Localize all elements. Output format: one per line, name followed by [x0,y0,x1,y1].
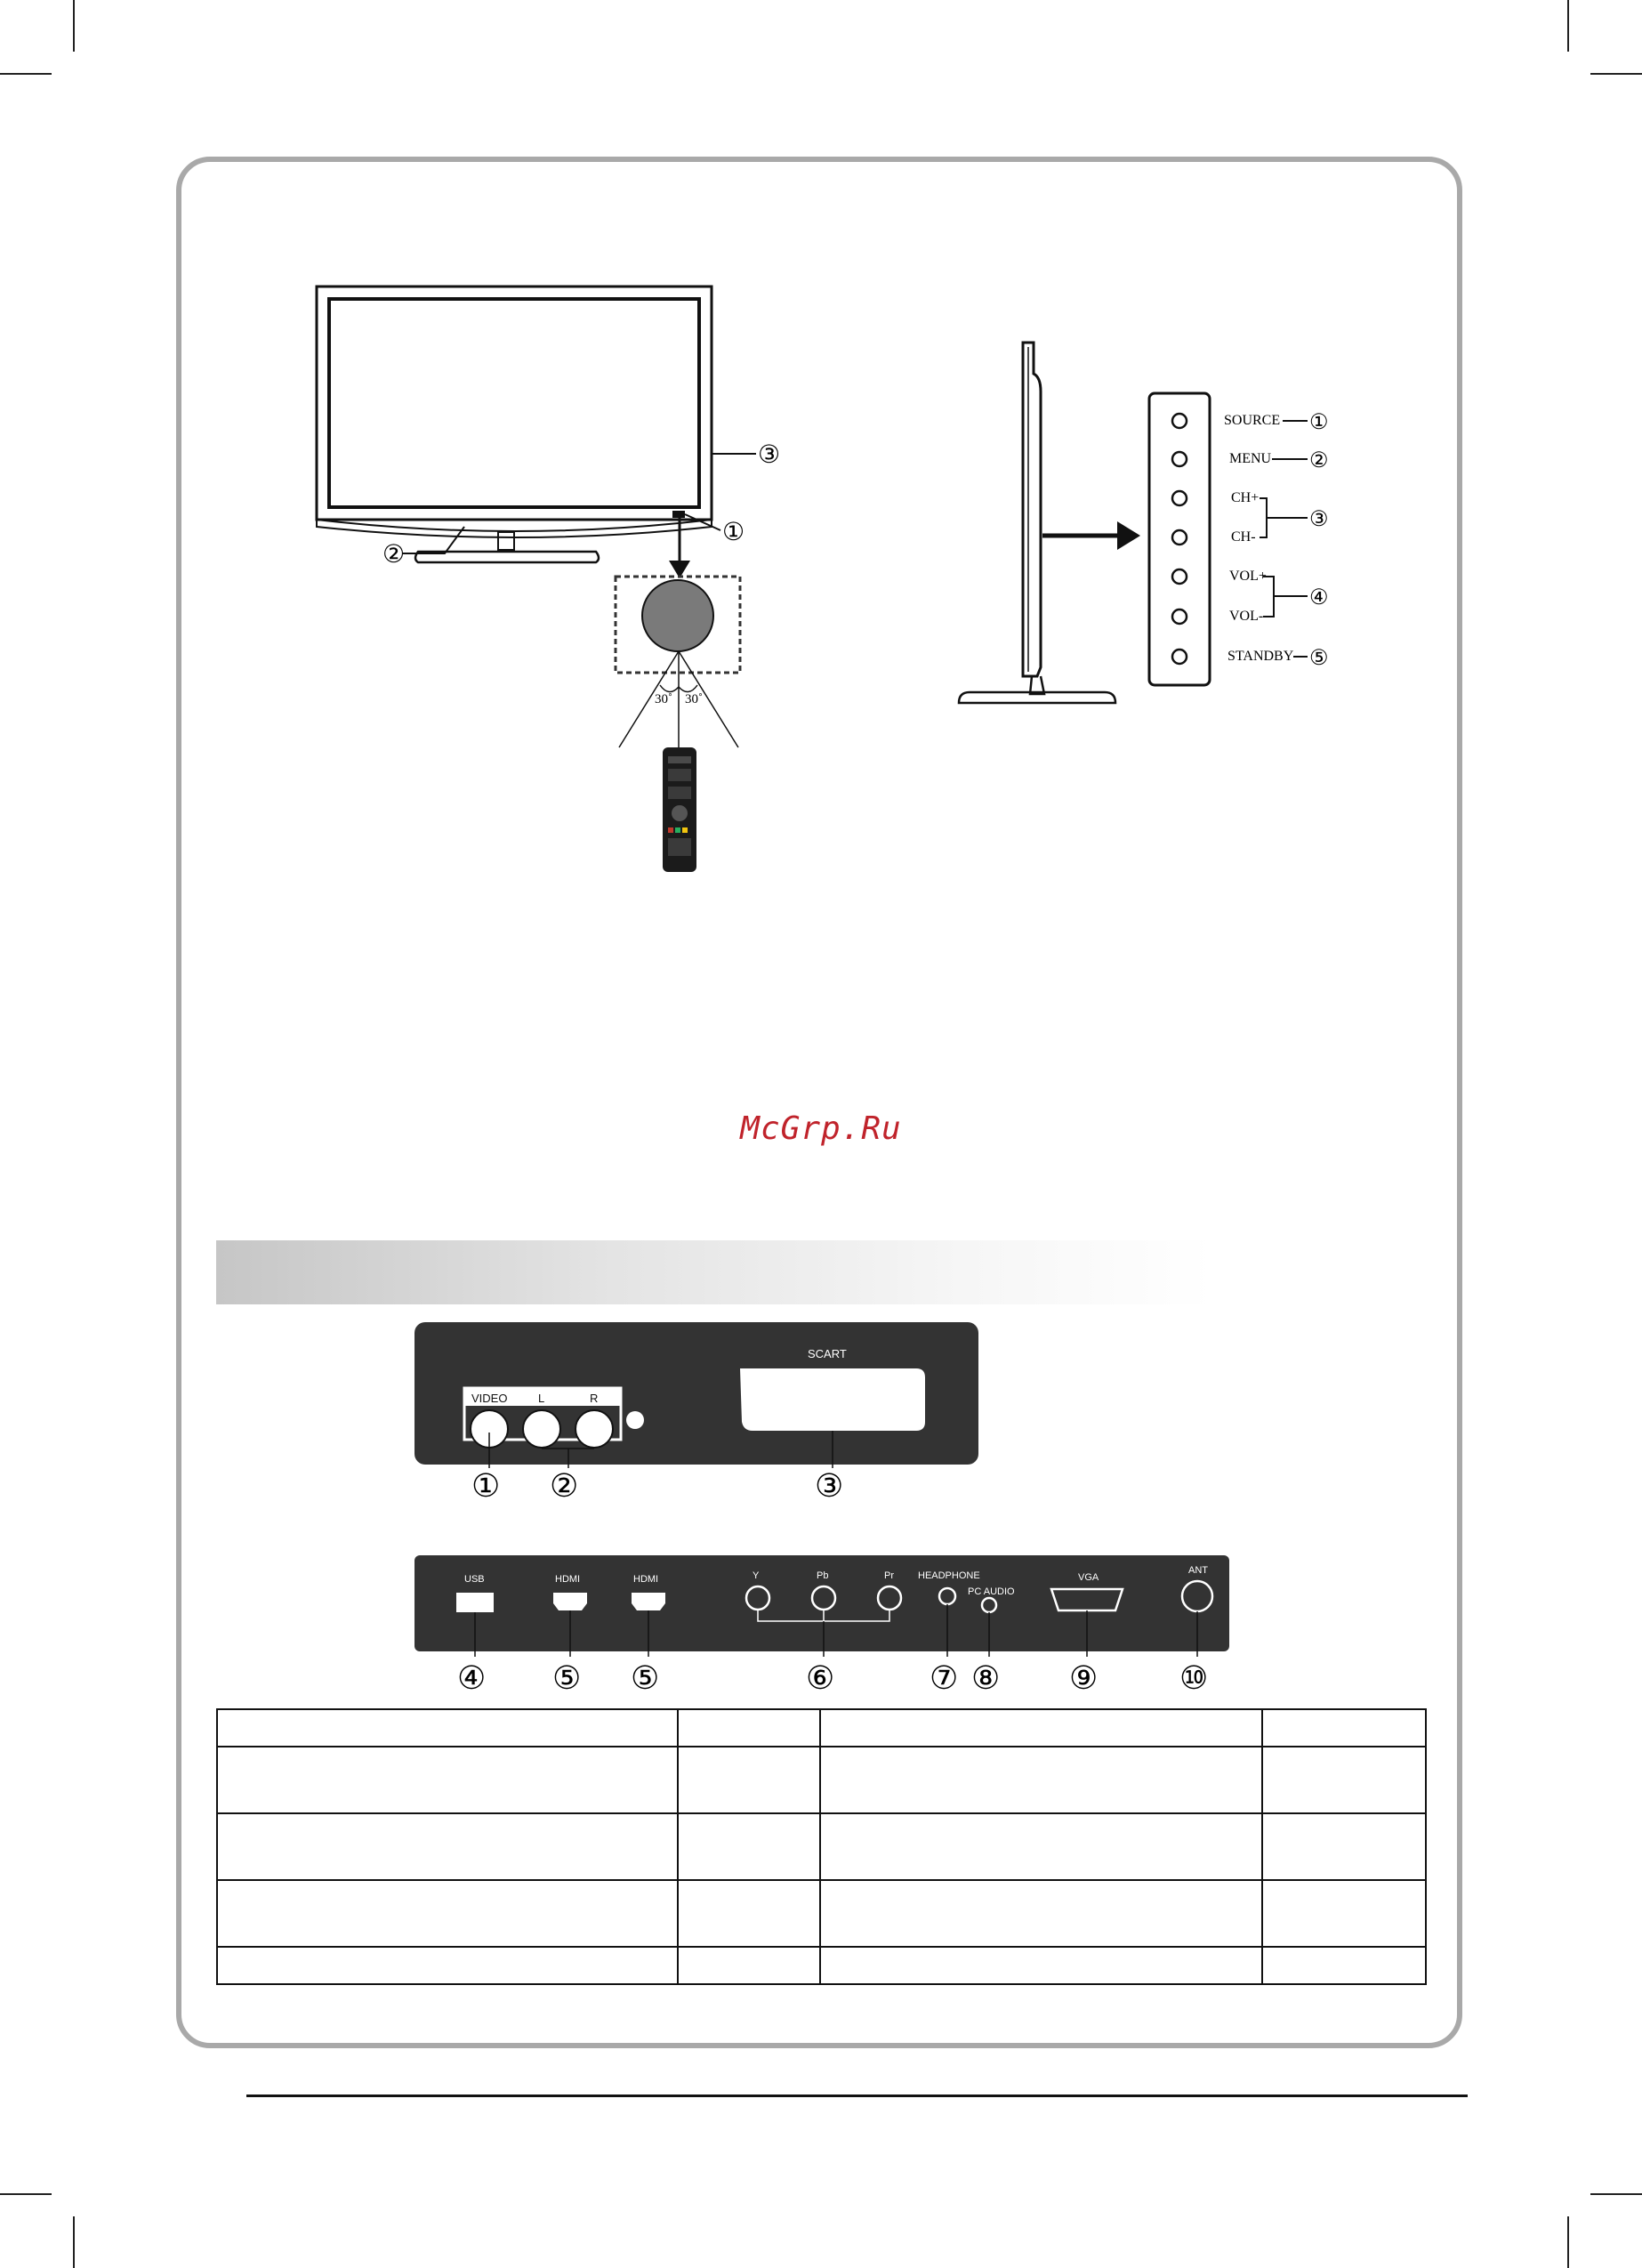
vol-minus-button-icon [1172,609,1187,624]
remote-control-image [663,747,696,872]
source-button-icon [1172,414,1187,428]
table-row [217,1709,1426,1747]
menu-label: MENU [1229,451,1272,466]
callout-4: ④ [457,1659,487,1696]
pb-label: Pb [817,1570,829,1581]
ch-plus-button-icon [1172,491,1187,505]
crop-mark [1567,2216,1569,2268]
ch-minus-label: CH- [1231,529,1256,545]
r-label: R [590,1392,599,1405]
table-cell [1262,1813,1426,1880]
section-header-bar [216,1240,1212,1304]
angle-right-label: 30˚ [685,692,703,706]
callout-9: ⑨ [1069,1659,1099,1696]
callout-10: ⑩ [1179,1659,1209,1696]
table-cell [678,1880,820,1947]
table-row [217,1947,1426,1984]
ch-plus-label: CH+ [1231,490,1260,505]
callout-4: ④ [1309,585,1329,609]
callout-5b: ⑤ [631,1659,660,1696]
callout-3: ③ [1309,507,1329,531]
ch-minus-button-icon [1172,530,1187,545]
crop-mark [73,2216,75,2268]
tv-front-diagram [302,276,781,881]
callout-1: ① [722,518,745,545]
tv-profile [1023,343,1041,676]
side-button-panel [1149,393,1210,685]
ir-sensor-zoom [642,580,713,651]
callout-5: ⑤ [1309,646,1329,670]
y-label: Y [753,1570,760,1581]
ant-label: ANT [1188,1565,1208,1576]
callout-2: ② [550,1467,579,1504]
watermark: McGrp.Ru [740,1110,902,1147]
crop-mark [1567,0,1569,52]
menu-button-icon [1172,452,1187,466]
table-cell [820,1747,1262,1813]
pr-label: Pr [884,1570,894,1581]
tv-side-diagram [952,338,1397,730]
scart-connector [740,1368,925,1431]
table-cell [217,1747,678,1813]
crop-mark [0,2193,52,2195]
table-cell [678,1709,820,1747]
audio-r-jack [576,1410,613,1448]
table-cell [678,1747,820,1813]
table-cell [1262,1747,1426,1813]
table-cell [678,1947,820,1984]
table-cell [217,1709,678,1747]
table-cell [217,1947,678,1984]
usb-port [456,1593,494,1612]
callout-6: ⑥ [806,1659,835,1696]
audio-l-jack [523,1410,560,1448]
crop-mark [73,0,75,52]
callout-3: ③ [815,1467,844,1504]
vol-plus-label: VOL+ [1229,569,1267,584]
table-cell [820,1947,1262,1984]
table-cell [820,1813,1262,1880]
table-cell [217,1880,678,1947]
table-cell [1262,1947,1426,1984]
video-label: VIDEO [471,1392,508,1405]
scart-label: SCART [808,1347,847,1360]
table-cell [217,1813,678,1880]
callout-2: ② [1309,448,1329,472]
tv-screen [329,299,699,507]
connector-table [216,1708,1427,1985]
l-label: L [538,1392,545,1405]
rear-jack-panel [409,1548,1236,1699]
callout-7: ⑦ [930,1659,959,1696]
crop-mark [1590,73,1642,75]
indicator-dot [626,1411,644,1429]
callout-2: ② [382,540,406,568]
standby-button-icon [1172,650,1187,664]
table-cell [678,1813,820,1880]
table-row [217,1747,1426,1813]
source-label: SOURCE [1224,413,1281,428]
pc-audio-label: PC AUDIO [968,1586,1015,1597]
callout-5: ⑤ [552,1659,582,1696]
standby-label: STANDBY [1227,649,1294,664]
hdmi2-label: HDMI [633,1574,659,1585]
callout-1: ① [1309,410,1329,434]
vol-plus-button-icon [1172,569,1187,584]
table-row [217,1880,1426,1947]
usb-label: USB [464,1574,485,1585]
table-cell [1262,1709,1426,1747]
side-jack-panel [409,1319,987,1514]
table-cell [820,1880,1262,1947]
hdmi2-port [632,1593,665,1610]
ir-sensor [672,511,685,518]
callout-8: ⑧ [971,1659,1001,1696]
callout-3: ③ [758,440,781,468]
tv-frame [317,287,712,520]
hdmi1-port [553,1593,587,1610]
footer-rule [246,2094,1468,2097]
table-cell [820,1709,1262,1747]
angle-left-label: 30˚ [655,692,672,706]
hdmi1-label: HDMI [555,1574,581,1585]
table-cell [1262,1880,1426,1947]
vga-label: VGA [1078,1572,1099,1583]
vol-minus-label: VOL- [1229,609,1264,624]
callout-1: ① [471,1467,501,1504]
headphone-label: HEADPHONE [918,1570,980,1581]
side-buttons [1172,414,1187,664]
table-row [217,1813,1426,1880]
crop-mark [0,73,52,75]
crop-mark [1590,2193,1642,2195]
